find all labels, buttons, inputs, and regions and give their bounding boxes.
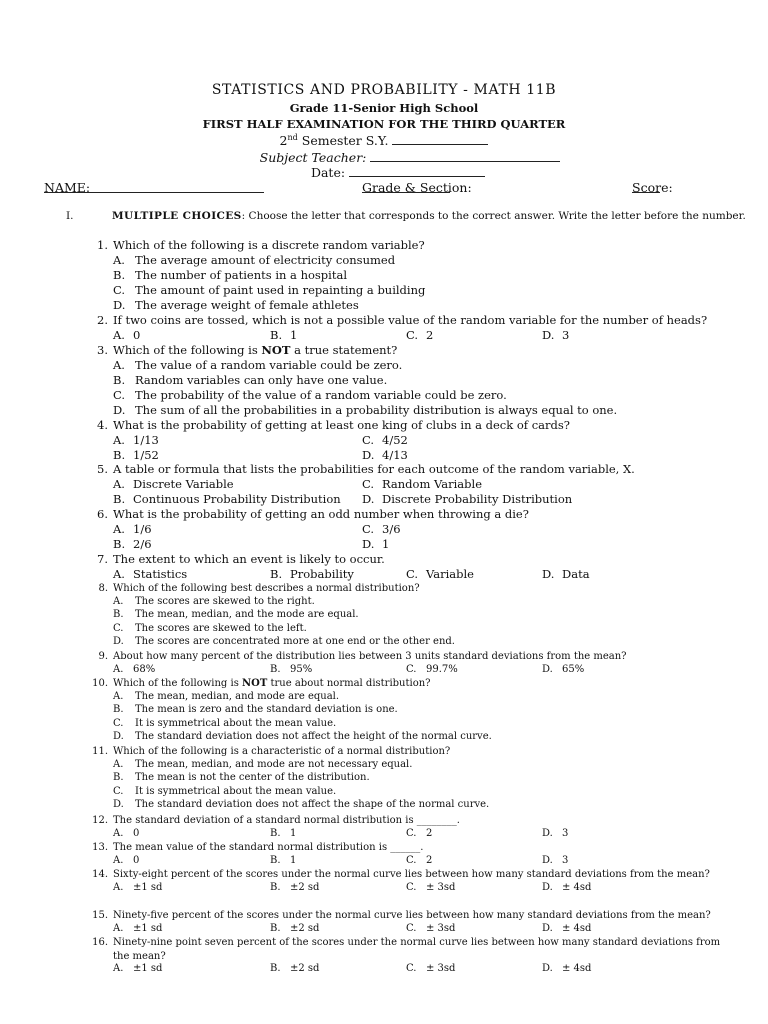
part-numeral: I. xyxy=(66,210,74,222)
teacher-line xyxy=(0,149,768,165)
option-text: 1 xyxy=(290,328,298,342)
question-text: the mean? xyxy=(113,950,166,962)
option-letter: D. xyxy=(542,963,553,974)
option-letter: A. xyxy=(113,253,125,267)
question-text: Which of the following is NOT a true statement? xyxy=(113,343,398,357)
teacher-label: Subject Teacher: xyxy=(259,150,371,165)
option-letter: C. xyxy=(406,881,417,893)
question-text: Which of the following is a discrete random variable? xyxy=(113,238,425,252)
option-letter: C. xyxy=(406,663,417,675)
part-title: MULTIPLE CHOICES xyxy=(112,210,242,222)
option-text: ± 4sd xyxy=(562,963,592,974)
option-letter: B. xyxy=(113,704,124,715)
grade-level: Grade 11-Senior High School xyxy=(289,101,479,115)
option-letter: C. xyxy=(406,328,419,342)
option-letter: C. xyxy=(406,922,417,934)
question-text: Which of the following is NOT true about normal distribution? xyxy=(113,678,431,689)
option-letter: D. xyxy=(542,567,555,581)
option-letter: B. xyxy=(113,373,126,387)
option-text: 99.7% xyxy=(426,663,458,675)
exam-title: STATISTICS AND PROBABILITY - MATH 11B xyxy=(211,82,557,98)
option-text: Continuous Probability Distribution xyxy=(133,492,341,506)
option-letter: A. xyxy=(113,854,124,866)
option-text: The value of a random variable could be zero. xyxy=(135,358,403,372)
option-letter: A. xyxy=(113,328,125,342)
question-number: 6. xyxy=(97,507,108,521)
option-text: 1/6 xyxy=(133,522,152,536)
option-letter: A. xyxy=(113,690,124,702)
option-text: 68% xyxy=(133,663,156,675)
question-text: The mean value of the standard normal distribution is ______. xyxy=(113,842,424,853)
option-text: The amount of paint used in repainting a building xyxy=(135,283,426,297)
option-letter: B. xyxy=(270,963,281,974)
question-number: 15. xyxy=(92,910,108,921)
option-letter: A. xyxy=(113,358,125,372)
question-number: 13. xyxy=(92,842,108,853)
option-text: The mean, median, and mode are not necessary equal. xyxy=(135,758,413,770)
option-text: The standard deviation does not affect the shape of the normal curve. xyxy=(135,799,490,810)
option-text: The standard deviation does not affect the height of the normal curve. xyxy=(135,731,492,742)
question-text: The extent to which an event is likely to occur. xyxy=(113,552,385,566)
question-number: 16. xyxy=(92,937,108,948)
option-text: Data xyxy=(562,567,590,581)
option-letter: D. xyxy=(113,403,126,417)
question-number: 14. xyxy=(92,869,108,880)
question-number: 9. xyxy=(98,651,108,662)
option-letter: D. xyxy=(362,448,375,462)
option-text: ±2 sd xyxy=(290,963,320,974)
question-text: About how many percent of the distribution lies between 3 units standard deviations from the mean? xyxy=(113,651,627,662)
question-text: What is the probability of getting at least one king of clubs in a deck of cards? xyxy=(113,418,570,432)
question-number: 7. xyxy=(97,552,108,566)
option-letter: C. xyxy=(113,388,126,402)
option-letter: D. xyxy=(542,663,553,675)
option-letter: A. xyxy=(113,567,125,581)
question-text: Which of the following best describes a normal distribution? xyxy=(113,583,420,594)
option-text: 65% xyxy=(562,663,585,675)
option-letter: B. xyxy=(270,567,283,581)
option-letter: C. xyxy=(113,717,124,729)
option-text: It is symmetrical about the mean value. xyxy=(135,717,337,729)
option-letter: B. xyxy=(113,609,124,620)
option-text: Discrete Probability Distribution xyxy=(382,492,573,506)
option-text: 4/52 xyxy=(382,433,408,447)
option-text: 0 xyxy=(133,328,141,342)
option-letter: C. xyxy=(406,963,417,974)
option-text: 2 xyxy=(426,328,434,342)
option-text: ±1 sd xyxy=(133,881,163,893)
option-letter: D. xyxy=(542,328,555,342)
option-text: Discrete Variable xyxy=(133,477,234,491)
question-text: Which of the following is a characteristic of a normal distribution? xyxy=(113,746,451,757)
option-text: 2 xyxy=(426,827,433,839)
option-letter: B. xyxy=(113,537,126,551)
option-letter: D. xyxy=(113,636,124,647)
option-letter: C. xyxy=(406,827,417,839)
option-letter: C. xyxy=(113,785,124,797)
option-text: The scores are concentrated more at one end or the other end. xyxy=(135,636,455,647)
question-number: 11. xyxy=(92,746,108,757)
option-text: 0 xyxy=(133,854,140,866)
option-text: ± 3sd xyxy=(426,963,456,974)
option-text: The average amount of electricity consumed xyxy=(135,253,396,267)
date-label: Date: xyxy=(310,165,350,180)
option-text: Random Variable xyxy=(382,477,483,491)
option-text: The mean is not the center of the distribution. xyxy=(135,772,370,783)
question-text: Ninety-nine point seven percent of the scores under the normal curve lies between how many standard deviations from xyxy=(113,937,721,948)
question-number: 10. xyxy=(92,678,108,689)
option-text: ± 4sd xyxy=(562,881,592,893)
option-text: 3/6 xyxy=(382,522,401,536)
question-number: 4. xyxy=(97,418,108,432)
part-heading xyxy=(66,210,746,222)
option-letter: A. xyxy=(113,758,124,770)
option-letter: D. xyxy=(542,854,553,866)
name-label: NAME: xyxy=(44,180,91,195)
option-letter: C. xyxy=(113,622,124,634)
teacher-blank[interactable] xyxy=(370,149,560,162)
question-text: If two coins are tossed, which is not a possible value of the random variable for the number of heads? xyxy=(113,313,708,327)
question-number: 12. xyxy=(92,815,108,826)
option-letter: B. xyxy=(270,881,281,893)
option-text: The number of patients in a hospital xyxy=(135,268,347,282)
option-text: 1 xyxy=(290,827,297,839)
option-text: ± 4sd xyxy=(562,922,592,934)
score-label: Score: xyxy=(632,180,673,195)
score-blank[interactable] xyxy=(632,180,660,193)
option-text: ± 3sd xyxy=(426,881,456,893)
option-letter: C. xyxy=(113,283,126,297)
date-line xyxy=(0,164,768,180)
option-text: ±1 sd xyxy=(133,922,163,934)
option-text: 3 xyxy=(562,827,569,839)
option-letter: A. xyxy=(113,922,124,934)
question-text: Ninety-five percent of the scores under the normal curve lies between how many standard deviations from the mean? xyxy=(113,910,711,921)
option-text: The scores are skewed to the right. xyxy=(135,595,315,607)
option-letter: D. xyxy=(362,492,375,506)
option-text: The sum of all the probabilities in a probability distribution is always equal to one. xyxy=(135,403,618,417)
option-text: 4/13 xyxy=(382,448,408,462)
question-number: 2. xyxy=(97,313,108,327)
option-letter: B. xyxy=(270,854,281,866)
option-letter: D. xyxy=(362,537,375,551)
option-letter: B. xyxy=(270,663,281,675)
part-instructions xyxy=(112,210,746,222)
option-text: ±2 sd xyxy=(290,881,320,893)
option-text: ± 3sd xyxy=(426,922,456,934)
option-letter: A. xyxy=(113,827,124,839)
question-text: Sixty-eight percent of the scores under the normal curve lies between how many standard deviations from the mean? xyxy=(113,869,710,880)
option-text: ±2 sd xyxy=(290,922,320,934)
option-text: 1/13 xyxy=(133,433,159,447)
part-instruction-text: : Choose the letter that corresponds to the correct answer. Write the letter before the number. xyxy=(241,210,746,222)
option-letter: C. xyxy=(362,477,375,491)
option-letter: B. xyxy=(113,268,126,282)
emphasis-not: NOT xyxy=(242,678,268,689)
option-text: 0 xyxy=(133,827,140,839)
option-letter: D. xyxy=(542,922,553,934)
option-letter: B. xyxy=(113,492,126,506)
option-text: Variable xyxy=(426,567,474,581)
option-text: The average weight of female athletes xyxy=(135,298,359,312)
option-letter: B. xyxy=(270,328,283,342)
option-text: The probability of the value of a random variable could be zero. xyxy=(135,388,507,402)
option-text: The scores are skewed to the left. xyxy=(135,622,307,634)
option-letter: D. xyxy=(113,298,126,312)
question-text: The standard deviation of a standard normal distribution is ________. xyxy=(113,815,460,826)
exam-name: FIRST HALF EXAMINATION FOR THE THIRD QUARTER xyxy=(202,117,566,131)
emphasis-not: NOT xyxy=(261,343,291,357)
option-text: 1/52 xyxy=(133,448,159,462)
semester-line xyxy=(0,132,768,148)
option-letter: A. xyxy=(113,477,125,491)
semester-text: Semester S.Y. xyxy=(297,133,393,148)
option-letter: C. xyxy=(406,854,417,866)
question-text: A table or formula that lists the probabilities for each outcome of the random variable, X. xyxy=(113,462,635,476)
name-blank[interactable] xyxy=(44,180,264,193)
option-text: Probability xyxy=(290,567,354,581)
option-letter: D. xyxy=(542,827,553,839)
grade-section-label: Grade & Section: xyxy=(362,180,472,195)
option-letter: C. xyxy=(362,522,375,536)
option-text: 2/6 xyxy=(133,537,152,551)
option-letter: D. xyxy=(542,881,553,893)
option-text: 1 xyxy=(290,854,297,866)
option-letter: A. xyxy=(113,595,124,607)
option-text: 95% xyxy=(290,663,313,675)
semester-number: 2 xyxy=(279,133,288,148)
option-text: Statistics xyxy=(133,567,188,581)
question-number: 1. xyxy=(97,238,108,252)
option-text: 1 xyxy=(382,537,390,551)
option-text: The mean, median, and mode are equal. xyxy=(135,690,340,702)
option-text: 3 xyxy=(562,854,569,866)
question-number: 8. xyxy=(98,583,108,594)
option-letter: B. xyxy=(270,827,281,839)
option-letter: A. xyxy=(113,881,124,893)
question-text: What is the probability of getting an odd number when throwing a die? xyxy=(113,507,529,521)
school-year-blank[interactable] xyxy=(392,132,488,145)
option-letter: D. xyxy=(113,731,124,742)
option-letter: C. xyxy=(362,433,375,447)
option-text: ±1 sd xyxy=(133,963,163,974)
question-number: 3. xyxy=(97,343,108,357)
option-text: The mean, median, and the mode are equal. xyxy=(135,609,359,620)
option-letter: D. xyxy=(113,799,124,810)
option-text: 2 xyxy=(426,854,433,866)
option-letter: B. xyxy=(270,922,281,934)
option-text: The mean is zero and the standard deviation is one. xyxy=(135,704,398,715)
semester-suffix: nd xyxy=(287,132,298,142)
option-letter: A. xyxy=(113,663,124,675)
option-letter: A. xyxy=(113,433,125,447)
date-blank[interactable] xyxy=(349,164,485,177)
option-letter: C. xyxy=(406,567,419,581)
option-text: It is symmetrical about the mean value. xyxy=(135,785,337,797)
grade-section-blank[interactable] xyxy=(362,180,450,193)
option-letter: B. xyxy=(113,448,126,462)
option-letter: A. xyxy=(113,963,124,974)
question-number: 5. xyxy=(97,462,108,476)
option-text: Random variables can only have one value. xyxy=(135,373,388,387)
option-letter: A. xyxy=(113,522,125,536)
option-text: 3 xyxy=(562,328,570,342)
option-letter: B. xyxy=(113,772,124,783)
